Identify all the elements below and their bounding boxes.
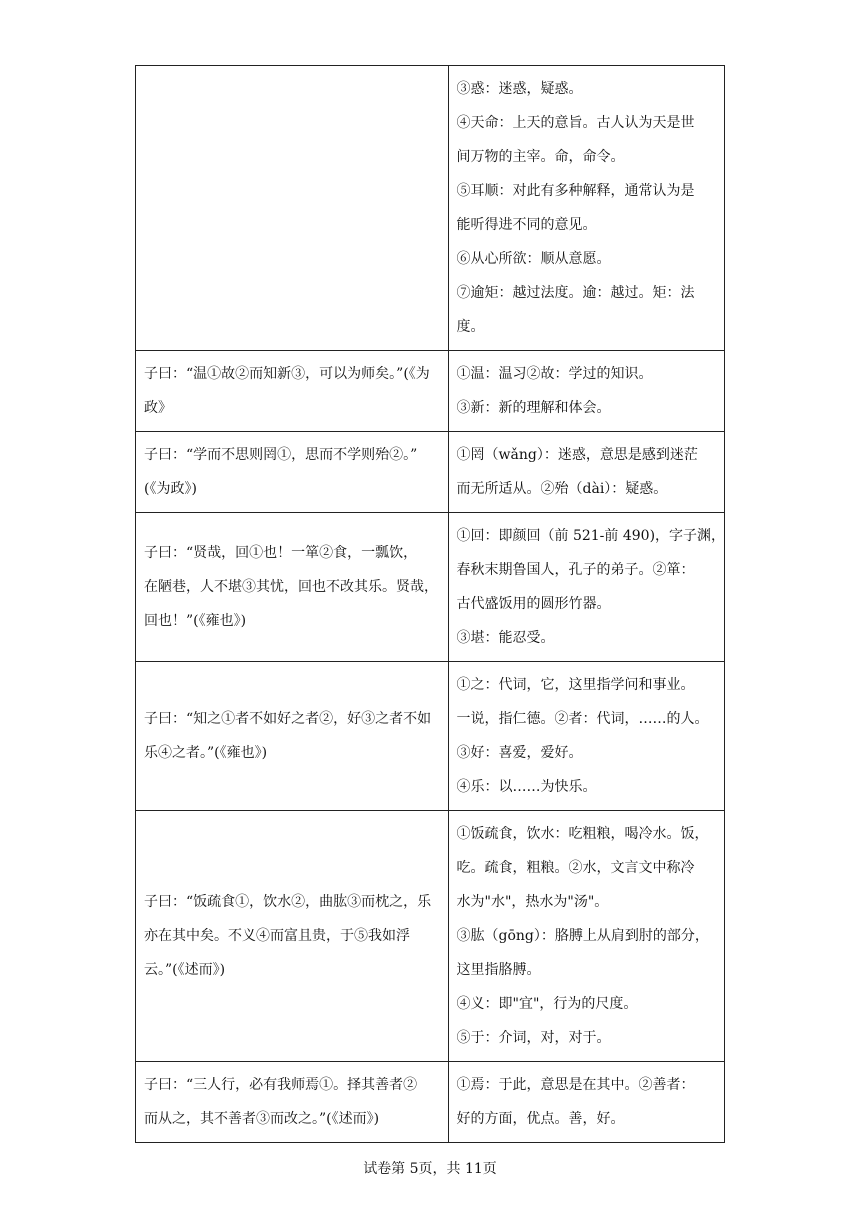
table-row <box>136 432 725 513</box>
table-row <box>136 1062 725 1143</box>
annotation-line: ①饭疏食，饮水：吃粗粮，喝冷水。饭， <box>456 826 709 842</box>
annotation-cell <box>448 351 724 432</box>
annotation-line: 能听得进不同的意见。 <box>456 217 597 233</box>
annotation-cell <box>448 66 724 351</box>
table-row <box>136 513 725 662</box>
annotation-line: ③新：新的理解和体会。 <box>456 400 611 416</box>
quote-cell <box>136 662 449 811</box>
quote-line: 子曰：“饭疏食①，饮水②，曲肱③而枕之，乐 <box>144 894 432 910</box>
quote-line: 回也！”(《雍也》) <box>144 613 247 629</box>
quote-line: 子曰：“贤哉，回①也！一箪②食，一瓢饮， <box>144 545 418 561</box>
annotation-cell <box>448 1062 724 1143</box>
annotation-line: ①焉：于此，意思是在其中。②善者： <box>456 1077 695 1093</box>
annotation-line: 吃。疏食，粗粮。②水，文言文中称冷 <box>456 860 695 876</box>
quote-line: 云。”(《述而》) <box>144 962 226 978</box>
annotation-line: ③堪：能忍受。 <box>456 630 555 646</box>
table-body <box>136 66 725 1143</box>
quote-cell <box>136 811 449 1062</box>
annotation-line: ①回：即颜回（前 521-前 490)，字子渊， <box>456 528 726 544</box>
quote-line: 子曰：“温①故②而知新③，可以为师矣。”(《为 <box>144 366 430 382</box>
annotation-line: ③惑：迷惑，疑惑。 <box>456 81 583 97</box>
quote-line: 子曰：“三人行，必有我师焉①。择其善者② <box>144 1077 418 1093</box>
annotation-cell <box>448 662 724 811</box>
annotation-line: 度。 <box>456 319 485 335</box>
annotation-line: 春秋末期鲁国人，孔子的弟子。②箪： <box>456 562 695 578</box>
annotation-line: ⑥从心所欲：顺从意愿。 <box>456 251 611 267</box>
table-row <box>136 351 725 432</box>
annotation-line: ①罔（wǎng）：迷惑，意思是感到迷茫 <box>456 447 698 463</box>
table-row <box>136 662 725 811</box>
quote-cell <box>136 513 449 662</box>
annotation-line: ④义：即"宜"，行为的尺度。 <box>456 996 638 1012</box>
page-footer: 试卷第 5页，共 11页 <box>363 1161 497 1177</box>
quote-line: 子曰：“知之①者不如好之者②，好③之者不如 <box>144 711 432 727</box>
quote-line: 乐④之者。”(《雍也》) <box>144 745 268 761</box>
quote-line: 在陋巷，人不堪③其忧，回也不改其乐。贤哉， <box>144 579 438 595</box>
quote-cell <box>136 432 449 513</box>
annotation-line: 这里指胳膊。 <box>456 962 541 978</box>
annotation-line: ④乐：以……为快乐。 <box>456 779 597 795</box>
annotation-line: ⑤于：介词，对，对于。 <box>456 1030 611 1046</box>
annotation-line: 一说，指仁德。②者：代词，……的人。 <box>456 711 709 727</box>
quote-line: 亦在其中矣。不义④而富且贵，于⑤我如浮 <box>144 928 410 944</box>
quote-line: 子曰：“学而不思则罔①，思而不学则殆②。” <box>144 447 418 463</box>
annotation-table <box>135 65 725 1143</box>
annotation-cell <box>448 432 724 513</box>
annotation-line: 而无所适从。②殆（dài）：疑惑。 <box>456 481 668 497</box>
table-row <box>136 811 725 1062</box>
annotation-line: ①之：代词，它，这里指学问和事业。 <box>456 677 695 693</box>
quote-cell <box>136 351 449 432</box>
annotation-line: ⑦逾矩：越过法度。逾：越过。矩：法 <box>456 285 695 301</box>
annotation-line: ③好：喜爱，爱好。 <box>456 745 583 761</box>
annotation-line: 间万物的主宰。命，命令。 <box>456 149 625 165</box>
annotation-line: 好的方面，优点。善，好。 <box>456 1111 625 1127</box>
annotation-line: ③肱（gōng）：胳膊上从肩到肘的部分， <box>456 928 709 944</box>
annotation-line: 水为"水"，热水为"汤"。 <box>456 894 609 910</box>
quote-line: (《为政》) <box>144 481 197 497</box>
annotation-cell <box>448 811 724 1062</box>
quote-line: 政》 <box>144 400 172 416</box>
annotation-cell <box>448 513 724 662</box>
annotation-line: 古代盛饭用的圆形竹器。 <box>456 596 611 612</box>
annotation-line: ④天命：上天的意旨。古人认为天是世 <box>456 115 695 131</box>
quote-cell <box>136 1062 449 1143</box>
quote-line: 而从之，其不善者③而改之。”(《述而》) <box>144 1111 380 1127</box>
table-row <box>136 66 725 351</box>
annotation-line: ①温：温习②故：学过的知识。 <box>456 366 653 382</box>
annotation-line: ⑤耳顺：对此有多种解释，通常认为是 <box>456 183 695 199</box>
quote-cell <box>136 66 449 351</box>
